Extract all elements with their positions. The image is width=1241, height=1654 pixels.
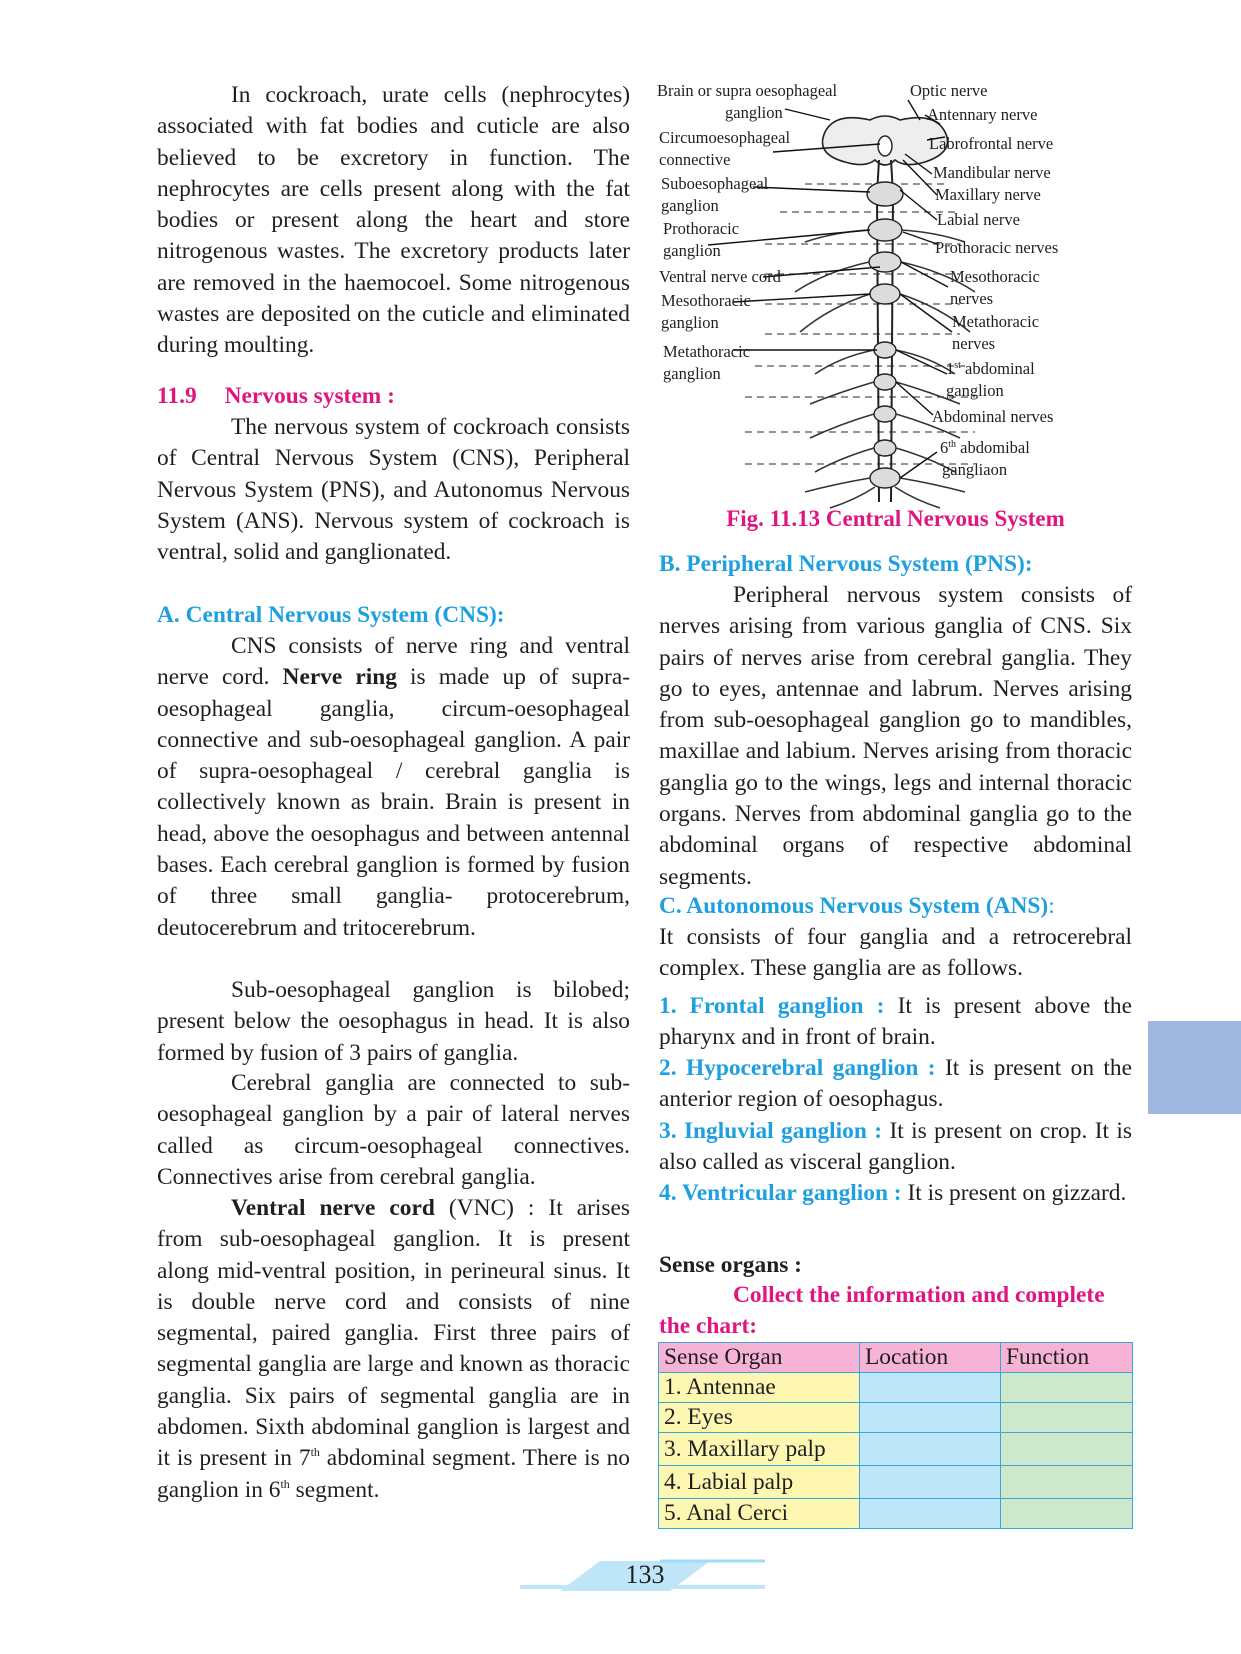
frontal-label: 1. Frontal ganglion : [659, 993, 898, 1019]
cns-text-a: CNS consists of nerve ring and ventral nerve cord. [157, 633, 630, 691]
table-row [659, 1466, 1133, 1499]
cns-heading: A. Central Nervous System (CNS): [157, 602, 505, 628]
label-sixth-abdominal [940, 438, 1030, 457]
paragraph-pns: Peripheral nervous system consists of nerves arising from various ganglia of CNS. Six pairs of nerves arise from cerebral ganglia. They go to eyes, antennae and labrum. Nerves arising from sub-oesophageal ganglion go to mandibles, maxillae and labium. Nerves arising from thoracic ganglia go to the wings, legs and internal thoracic organs. Nerves from abdominal ganglia go to the abdominal organs of respective abdominal segments. [659, 582, 1132, 890]
ganglion-hypocerebral [659, 1053, 1132, 1116]
cell-location[interactable] [860, 1403, 1001, 1433]
ganglia [867, 182, 903, 488]
section-title: Nervous system : [224, 383, 395, 409]
section-number: 11.9 [157, 383, 197, 409]
label-vnc: Ventral nerve cord [659, 267, 781, 286]
header-location: Location [860, 1343, 1001, 1373]
label-sixth-abdominal-sup: th [948, 439, 957, 450]
cell-organ: 5. Anal Cerci [659, 1499, 860, 1529]
label-circumoesophageal-2: connective [659, 150, 731, 169]
label-sixth-abdominal-rest: abdomibal [956, 438, 1030, 457]
vnc-text-c: segment. [289, 1476, 380, 1503]
label-abdominal-nerves: Abdominal nerves [932, 407, 1054, 426]
table-row [659, 1433, 1133, 1466]
vnc-text-a: (VNC) : It arises from sub-oesophageal ganglion. It is present along mid-ventral position, in perineural sinus. It is double nerve cord and consists of nine segmental, paired ganglia. First three pairs of segmental ganglia are large and known as thoracic ganglia. Six pairs of segmental ganglia are in abdomen. Sixth abdominal ganglion is largest and it is present in 7 [157, 1195, 630, 1472]
table-header-row [659, 1343, 1133, 1373]
pns-heading: B. Peripheral Nervous System (PNS): [659, 551, 1033, 577]
label-prothoracic-2: ganglion [663, 241, 721, 260]
hypocerebral-label: 2. Hypocerebral ganglion : [659, 1055, 945, 1081]
vnc-term: Ventral nerve cord [231, 1195, 435, 1221]
cell-function[interactable] [1001, 1499, 1133, 1529]
paragraph-nervous-system: The nervous system of cockroach consists of Central Nervous System (CNS), Peripheral Nervous System (PNS), and Autonomus Nervous System (ANS). Nervous system of cockroach is ventral, solid and ganglionated. [157, 414, 630, 566]
cell-function[interactable] [1001, 1373, 1133, 1403]
label-metathoracic-nerves: Metathoracic [952, 312, 1040, 331]
ans-heading-text: C. Autonomous Nervous System (ANS) [659, 893, 1049, 919]
paragraph-sub-oesophageal: Sub-oesophageal ganglion is bilobed; present below the oesophagus in head. It is also formed by fusion of 3 pairs of ganglia. [157, 977, 630, 1066]
label-first-abdominal-rest: abdominal [960, 359, 1035, 378]
cell-location[interactable] [860, 1466, 1001, 1499]
label-metathoracic-2: ganglion [663, 364, 721, 383]
table-row [659, 1499, 1133, 1529]
cell-function[interactable] [1001, 1466, 1133, 1499]
vnc-text-b: abdominal segment. There is no ganglion in 6 [157, 1445, 630, 1503]
label-prothoracic-nerves: Prothoracic nerves [935, 238, 1059, 257]
label-mesothoracic-2: ganglion [661, 313, 719, 332]
ventricular-text: It is present on gizzard. [907, 1180, 1127, 1206]
label-first-abdominal-2: ganglion [946, 381, 1004, 400]
cell-location[interactable] [860, 1373, 1001, 1403]
table-row [659, 1373, 1133, 1403]
sense-organs-heading: Sense organs : [659, 1252, 802, 1278]
ganglion-ventricular [659, 1178, 1132, 1209]
label-first-abdominal-sup: st [954, 360, 961, 371]
section-heading [157, 381, 630, 412]
sense-organs-table [658, 1342, 1133, 1529]
paragraph-cerebral-ganglia: Cerebral ganglia are connected to sub-oesophageal ganglion by a pair of lateral nerves called as circum-oesophageal connectives. Connectives arise from cerebral ganglia. [157, 1070, 630, 1190]
ventricular-label: 4. Ventricular ganglion : [659, 1180, 908, 1206]
cell-organ: 1. Antennae [659, 1373, 860, 1403]
label-mandibular: Mandibular nerve [933, 163, 1051, 182]
label-metathoracic-nerves-2: nerves [952, 334, 996, 353]
label-suboesophageal-2: ganglion [661, 196, 719, 215]
label-brain: Brain or supra oesophageal [657, 82, 838, 100]
label-mesothoracic: Mesothoracic [661, 291, 751, 310]
label-mesothoracic-nerves-2: nerves [950, 289, 994, 308]
cell-location[interactable] [860, 1433, 1001, 1466]
label-suboesophageal: Suboesophageal [661, 174, 769, 193]
label-maxillary: Maxillary nerve [935, 185, 1041, 204]
header-sense-organ: Sense Organ [659, 1343, 860, 1373]
cell-location[interactable] [860, 1499, 1001, 1529]
page-number: 133 [625, 1560, 665, 1589]
vnc-sup-1: th [310, 1445, 320, 1460]
ganglion-frontal [659, 991, 1132, 1054]
paragraph-vnc [157, 1193, 630, 1506]
ans-heading-colon: : [1048, 893, 1055, 919]
label-labial: Labial nerve [937, 210, 1020, 229]
cell-function[interactable] [1001, 1403, 1133, 1433]
label-labrofrontal: Labrofrontal nerve [929, 134, 1054, 153]
label-circumoesophageal: Circumoesophageal [659, 128, 791, 147]
header-function: Function [1001, 1343, 1133, 1373]
figure-caption: Fig. 11.13 Central Nervous System [726, 506, 1065, 531]
cell-organ: 3. Maxillary palp [659, 1433, 860, 1466]
label-optic: Optic nerve [910, 82, 988, 100]
label-prothoracic: Prothoracic [663, 219, 740, 238]
label-first-abdominal-num: 1 [946, 359, 955, 378]
label-sixth-abdominal-num: 6 [940, 438, 949, 457]
label-first-abdominal [946, 359, 1035, 378]
ingluvial-text: It is present on crop. It is also called as visceral ganglion. [659, 1118, 1132, 1176]
cell-function[interactable] [1001, 1433, 1133, 1466]
label-sixth-abdominal-2: gangliaon [942, 460, 1008, 479]
label-brain-2: ganglion [725, 103, 783, 122]
ingluvial-label: 3. Ingluvial ganglion : [659, 1118, 890, 1144]
cell-organ: 4. Labial palp [659, 1466, 860, 1499]
activity-instruction: Collect the information and complete the chart: [659, 1282, 1105, 1340]
cns-diagram [655, 82, 1135, 512]
cell-organ: 2. Eyes [659, 1403, 860, 1433]
table-row [659, 1403, 1133, 1433]
ans-heading [659, 891, 1132, 922]
chapter-side-tab [1148, 1021, 1241, 1114]
paragraph-ans: It consists of four ganglia and a retrocerebral complex. These ganglia are as follows. [659, 924, 1132, 982]
nerve-ring-term: Nerve ring [282, 664, 397, 691]
hypocerebral-text: It is present on the anterior region of oesophagus. [659, 1055, 1132, 1113]
vnc-sup-2: th [280, 1476, 290, 1491]
paragraph-urate-cells: In cockroach, urate cells (nephrocytes) associated with fat bodies and cuticle are also believed to be excretory in function. The nephrocytes are cells present along with the fat bodies or present along the heart and store nitrogenous wastes. The excretory products later are removed in the haemocoel. Some nitrogenous wastes are deposited on the cuticle and eliminated during moulting. [157, 82, 630, 359]
label-mesothoracic-nerves: Mesothoracic [950, 267, 1040, 286]
cns-text-b: is made up of supra-oesophageal ganglia, circum-oesophageal connective and sub-oesophageal ganglion. A pair of supra-oesophageal / cerebral ganglia is collectively known as brain. Brain is present in head, above the oesophagus and between antennal bases. Each cerebral ganglion is formed by fusion of three small ganglia- protocerebrum, deutocerebrum and tritocerebrum. [157, 664, 631, 941]
frontal-text: It is present above the pharynx and in front of brain. [659, 993, 1132, 1051]
label-antennary: Antennary nerve [927, 105, 1038, 124]
label-metathoracic: Metathoracic [663, 342, 751, 361]
paragraph-cns [157, 631, 630, 944]
ganglion-ingluvial [659, 1116, 1132, 1179]
